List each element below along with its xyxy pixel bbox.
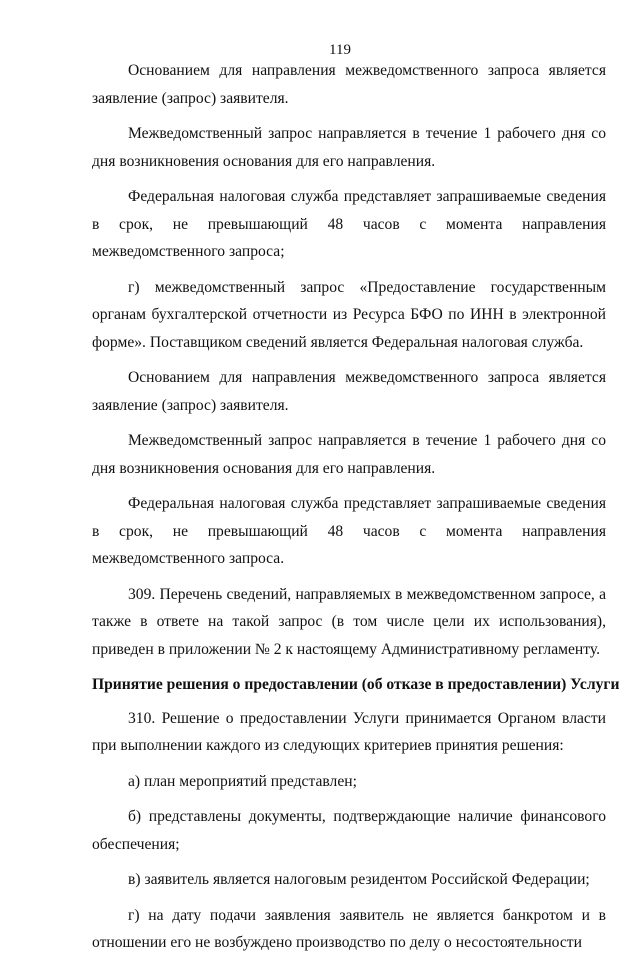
- paragraph: Федеральная налоговая служба представляет запрашиваемые сведения в срок, не превышающий 48 часов с момента направления межведомственного запроса;: [92, 188, 606, 260]
- document-body: [92, 57, 620, 965]
- paragraph: Основанием для направления межведомственного запроса является заявление (запрос) заявителя.: [92, 62, 606, 107]
- list-item-a: а) план мероприятий представлен;: [128, 772, 357, 790]
- paragraph-309: 309. Перечень сведений, направляемых в межведомственном запросе, а также в ответе на такой запрос (в том числе цели их использования), приведен в приложении № 2 к настоящему Административному регламенту.: [92, 585, 606, 658]
- paragraph: Федеральная налоговая служба представляет запрашиваемые сведения в срок, не превышающий 48 часов с момента направления межведомственного запроса.: [92, 495, 606, 567]
- list-item-g: г) на дату подачи заявления заявитель не является банкротом и в отношении его не возбуждено производство по делу о несостоятельности: [92, 906, 606, 951]
- page-number: 119: [329, 42, 351, 58]
- paragraph: г) межведомственный запрос «Предоставление государственным органам бухгалтерской отчетности из Ресурса БФО по ИНН в электронной форме». Поставщиком сведений является Федеральная налоговая служба.: [92, 278, 606, 351]
- paragraph-310: 310. Решение о предоставлении Услуги принимается Органом власти при выполнении каждого из следующих критериев принятия решения:: [92, 709, 606, 754]
- paragraph: Межведомственный запрос направляется в течение 1 рабочего дня со дня возникновения основания для его направления.: [92, 125, 606, 170]
- paragraph: Основанием для направления межведомственного запроса является заявление (запрос) заявителя.: [92, 369, 606, 414]
- list-item-b: б) представлены документы, подтверждающие наличие финансового обеспечения;: [92, 808, 606, 853]
- paragraph: Межведомственный запрос направляется в течение 1 рабочего дня со дня возникновения основания для его направления.: [92, 432, 606, 477]
- list-item-v: в) заявитель является налоговым резидентом Российской Федерации;: [128, 871, 590, 888]
- section-heading: Принятие решения о предоставлении (об отказе в предоставлении) Услуги: [92, 676, 620, 693]
